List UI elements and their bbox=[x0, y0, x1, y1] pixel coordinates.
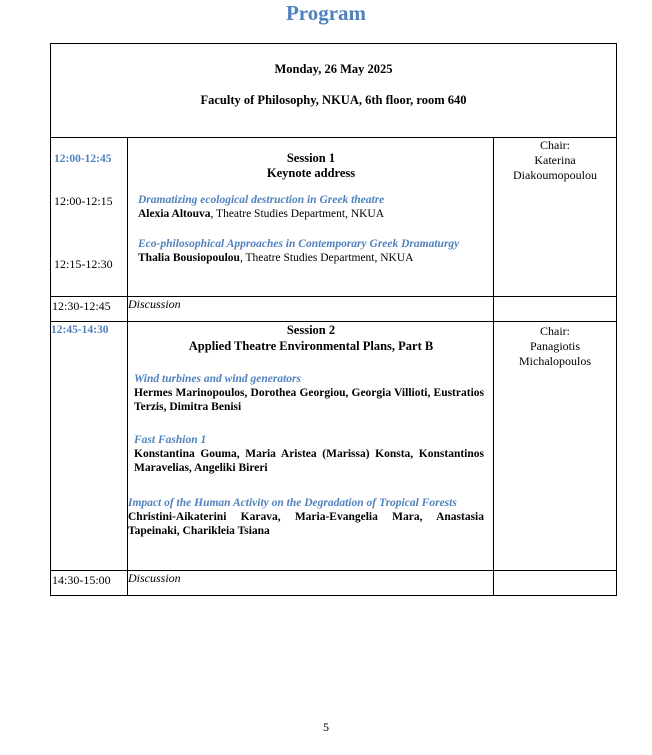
session-title: Session 2 bbox=[286, 323, 336, 337]
page-number: 5 bbox=[323, 720, 329, 734]
discussion-chair-empty bbox=[494, 571, 617, 596]
discussion-time: 14:30-15:00 bbox=[51, 571, 128, 596]
talk-item bbox=[128, 496, 484, 538]
talk-author-line bbox=[138, 207, 484, 221]
talk-affiliation: , Theatre Studies Department, NKUA bbox=[239, 252, 414, 264]
talk-author: Thalia Bousiopoulou bbox=[138, 252, 240, 264]
talk-authors: Konstantina Gouma, Maria Aristea (Marissa) Konsta, Konstantinos Maravelias, Angeliki Bireri bbox=[134, 448, 484, 474]
talk-item bbox=[134, 433, 484, 475]
chair-name: Katerina Diakoumopoulou bbox=[513, 153, 597, 182]
page-heading: Program bbox=[285, 1, 367, 25]
session2-discussion-row bbox=[51, 571, 617, 596]
talk-title: Dramatizing ecological destruction in Greek theatre bbox=[138, 194, 385, 206]
talk-title: Fast Fashion 1 bbox=[134, 434, 207, 446]
talk-item bbox=[134, 372, 484, 414]
talk-item bbox=[138, 193, 484, 221]
discussion-label: Discussion bbox=[128, 297, 494, 322]
session2-chair bbox=[494, 322, 617, 571]
talk-title: Eco-philosophical Approaches in Contemporary Greek Dramaturgy bbox=[138, 238, 460, 250]
chair-label: Chair: bbox=[540, 324, 570, 338]
talk-authors: Christini-Aikaterini Karava, Maria-Evangelia Mara, Anastasia Tapeinaki, Charikleia Tsiana bbox=[128, 511, 484, 537]
program-table bbox=[50, 43, 617, 596]
talk-authors: Hermes Marinopoulos, Dorothea Georgiou, Georgia Villioti, Eustratios Terzis, Dimitra Benisi bbox=[134, 387, 484, 413]
talk-time: 12:15-12:30 bbox=[54, 257, 113, 271]
session2-content bbox=[128, 322, 494, 571]
session-subtitle: Keynote address bbox=[266, 166, 356, 180]
day-header-row bbox=[51, 44, 617, 138]
discussion-label: Discussion bbox=[128, 571, 494, 596]
talk-affiliation: , Theatre Studies Department, NKUA bbox=[210, 208, 385, 220]
session1-content bbox=[128, 138, 494, 297]
chair-label: Chair: bbox=[540, 138, 570, 152]
session1-row bbox=[51, 138, 617, 297]
session1-times bbox=[51, 138, 128, 297]
discussion-time: 12:30-12:45 bbox=[51, 297, 128, 322]
talk-title: Impact of the Human Activity on the Degradation of Tropical Forests bbox=[128, 497, 457, 509]
session1-chair bbox=[494, 138, 617, 297]
session1-discussion-row bbox=[51, 297, 617, 322]
discussion-chair-empty bbox=[494, 297, 617, 322]
session2-times bbox=[51, 322, 128, 571]
session1-time: 12:00-12:45 bbox=[54, 153, 112, 165]
day-venue: Faculty of Philosophy, NKUA, 6th floor, room 640 bbox=[200, 93, 467, 107]
chair-name: Panagiotis Michalopoulos bbox=[519, 339, 591, 368]
talk-title: Wind turbines and wind generators bbox=[134, 373, 302, 385]
session2-time: 12:45-14:30 bbox=[51, 324, 109, 336]
session-title: Session 1 bbox=[286, 151, 336, 165]
session2-row bbox=[51, 322, 617, 571]
talk-time: 12:00-12:15 bbox=[54, 194, 113, 208]
day-date: Monday, 26 May 2025 bbox=[274, 62, 393, 76]
talk-author: Alexia Altouva bbox=[138, 208, 211, 220]
session-subtitle: Applied Theatre Environmental Plans, Part B bbox=[188, 339, 434, 353]
talk-author-line bbox=[138, 251, 484, 265]
talk-item bbox=[138, 237, 484, 265]
day-header-cell bbox=[51, 44, 617, 138]
